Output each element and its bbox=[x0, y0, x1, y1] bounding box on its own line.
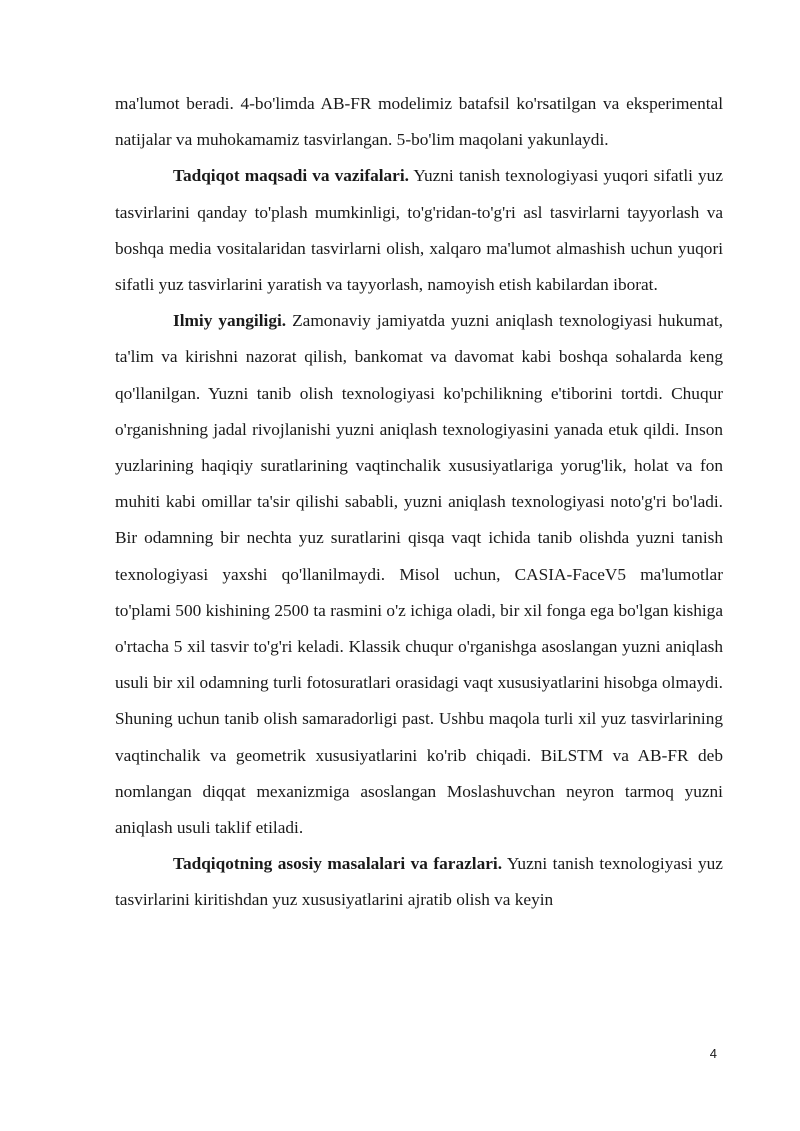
body-text bbox=[115, 86, 723, 919]
paragraph-text: Yuzni tanish texnologiyasi yuz tasvirlarini kiritishdan yuz xususiyatlarini ajratib olish va keyin bbox=[115, 854, 723, 910]
paragraph-heading: Tadqiqotning asosiy masalalari va farazlari. bbox=[173, 854, 503, 874]
paragraph-main-issues bbox=[115, 846, 723, 918]
paragraph-text: Yuzni tanish texnologiyasi yuqori sifatli yuz tasvirlarini qanday to'plash mumkinligi, to'g'ridan-to'g'ri asl tasvirlarni tayyorlash va boshqa media vositalaridan tasvirlarni olish, xalqaro ma'lumot almashish uchun yuqori sifatli yuz tasvirlarini yaratish va tayyorlash, namoyish etish kabilardan iborat. bbox=[115, 166, 723, 295]
paragraph-intro-continuation bbox=[115, 86, 723, 158]
paragraph-research-goals bbox=[115, 158, 723, 303]
paragraph-text: Zamonaviy jamiyatda yuzni aniqlash texnologiyasi hukumat, ta'lim va kirishni nazorat qilish, bankomat va davomat kabi boshqa sohalarda keng qo'llanilgan. Yuzni tanib olish texnologiyasi ko'pchilikning e'tiborini tortdi. Chuqur o'rganishning jadal rivojlanishi yuzni aniqlash texnologiyasini yanada etuk qildi. Inson yuzlarining haqiqiy suratlarining vaqtinchalik xususiyatlariga yorug'lik, holat va fon muhiti kabi omillar ta'sir qilishi sababli, yuzni aniqlash texnologiyasi noto'g'ri bo'ladi. Bir odamning bir nechta yuz suratlarini qisqa vaqt ichida tanib olishda yuzni tanish texnologiyasi yaxshi qo'llanilmaydi. Misol uchun, CASIA-FaceV5 ma'lumotlar to'plami 500 kishining 2500 ta rasmini o'z ichiga oladi, bir xil fonga ega bo'lgan kishiga o'rtacha 5 xil tasvir to'g'ri keladi. Klassik chuqur o'rganishga asoslangan yuzni aniqlash usuli bir xil odamning turli fotosuratlari orasidagi vaqt xususiyatlarini hisobga olmaydi. Shuning uchun tanib olish samaradorligi past. Ushbu maqola turli xil yuz tasvirlarining vaqtinchalik va geometrik xususiyatlarini ko'rib chiqadi. BiLSTM va AB-FR deb nomlangan diqqat mexanizmiga asoslangan Moslashuvchan neyron tarmoq yuzni aniqlash usuli taklif etiladi. bbox=[115, 311, 723, 838]
page-number: 4 bbox=[709, 1046, 717, 1061]
paragraph-heading: Tadqiqot maqsadi va vazifalari. bbox=[173, 166, 409, 186]
paragraph-heading: Ilmiy yangiligi. bbox=[173, 311, 287, 331]
paragraph-text: ma'lumot beradi. 4-bo'limda AB-FR modelimiz batafsil ko'rsatilgan va eksperimental natijalar va muhokamamiz tasvirlangan. 5-bo'lim maqolani yakunlaydi. bbox=[115, 94, 723, 150]
paragraph-scientific-novelty bbox=[115, 303, 723, 846]
